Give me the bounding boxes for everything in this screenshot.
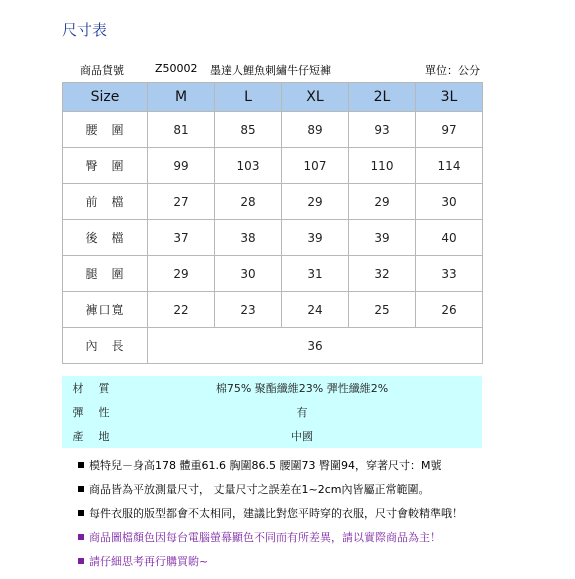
table-row	[63, 220, 483, 256]
table-row	[63, 292, 483, 328]
inseam-value: 36	[148, 328, 483, 364]
material-row	[62, 376, 482, 400]
table-cell: 30	[416, 184, 483, 220]
header-cell: Size	[63, 83, 148, 112]
table-cell: 26	[416, 292, 483, 328]
page-title: 尺寸表	[62, 21, 108, 39]
row-label: 腰 圍	[63, 112, 148, 148]
note-text: 每件衣服的版型都會不太相同，建議比對您平時穿的衣服，尺寸會較精準哦！	[89, 507, 463, 520]
table-cell: 93	[349, 112, 416, 148]
row-label: 前 檔	[63, 184, 148, 220]
table-row	[63, 184, 483, 220]
table-cell: 81	[148, 112, 215, 148]
table-cell: 40	[416, 220, 483, 256]
table-cell: 23	[215, 292, 282, 328]
material-row	[62, 424, 482, 448]
material-label: 產 地	[72, 430, 112, 443]
header-cell: M	[148, 83, 215, 112]
material-value: 有	[296, 406, 308, 419]
square-bullet-icon	[78, 486, 84, 492]
list-item	[78, 555, 463, 579]
material-value: 棉75% 聚酯纖維23% 彈性纖維2%	[215, 382, 389, 395]
list-item	[78, 507, 463, 531]
list-item	[78, 459, 463, 483]
header-cell: 3L	[416, 83, 483, 112]
square-bullet-icon	[78, 510, 84, 516]
square-bullet-icon	[78, 558, 84, 564]
square-bullet-icon	[78, 462, 84, 468]
table-row	[63, 256, 483, 292]
table-cell: 24	[282, 292, 349, 328]
note-text: 商品圖檔顏色因每台電腦螢幕顯色不同而有所差異，請以實際商品為主！	[89, 531, 441, 544]
unit-label: 單位：公分	[425, 64, 480, 77]
table-cell: 39	[282, 220, 349, 256]
note-text: 商品皆為平放測量尺寸， 丈量尺寸之誤差在1~2cm內皆屬正常範圍。	[89, 483, 430, 496]
table-cell: 29	[282, 184, 349, 220]
table-cell: 107	[282, 148, 349, 184]
list-item	[78, 483, 463, 507]
table-row-inseam	[63, 328, 483, 364]
product-code-label: 商品貨號	[80, 64, 124, 77]
table-cell: 33	[416, 256, 483, 292]
row-label: 褲口寬	[63, 292, 148, 328]
row-label: 臀 圍	[63, 148, 148, 184]
table-cell: 22	[148, 292, 215, 328]
header-cell: XL	[282, 83, 349, 112]
material-label: 材 質	[72, 382, 112, 395]
table-cell: 99	[148, 148, 215, 184]
list-item	[78, 531, 463, 555]
product-name: 墨達人鯉魚刺繡牛仔短褲	[210, 64, 331, 77]
table-cell: 89	[282, 112, 349, 148]
table-cell: 38	[215, 220, 282, 256]
table-cell: 30	[215, 256, 282, 292]
table-cell: 114	[416, 148, 483, 184]
table-cell: 110	[349, 148, 416, 184]
note-text: 模特兒－身高178 體重61.6 胸圍86.5 腰圍73 臀圍94，穿著尺寸：M號	[89, 459, 442, 472]
material-value: 中國	[291, 430, 313, 443]
material-label: 彈 性	[72, 406, 112, 419]
material-table	[62, 376, 482, 448]
note-text: 請仔細思考再行購買喲~	[89, 555, 209, 568]
table-cell: 29	[349, 184, 416, 220]
table-row	[63, 112, 483, 148]
table-cell: 37	[148, 220, 215, 256]
table-cell: 31	[282, 256, 349, 292]
table-row	[63, 148, 483, 184]
square-bullet-icon	[78, 534, 84, 540]
table-cell: 97	[416, 112, 483, 148]
table-cell: 28	[215, 184, 282, 220]
notes-list	[78, 459, 463, 579]
table-cell: 85	[215, 112, 282, 148]
row-label: 內 長	[63, 328, 148, 364]
size-header-row	[63, 83, 483, 112]
material-row	[62, 400, 482, 424]
table-cell: 32	[349, 256, 416, 292]
header-cell: 2L	[349, 83, 416, 112]
header-cell: L	[215, 83, 282, 112]
row-label: 腿 圍	[63, 256, 148, 292]
product-info-bar	[62, 62, 482, 78]
row-label: 後 檔	[63, 220, 148, 256]
table-cell: 103	[215, 148, 282, 184]
size-chart-table	[62, 82, 483, 364]
table-cell: 39	[349, 220, 416, 256]
table-cell: 27	[148, 184, 215, 220]
product-code: Z50002	[155, 62, 198, 75]
table-cell: 29	[148, 256, 215, 292]
table-cell: 25	[349, 292, 416, 328]
